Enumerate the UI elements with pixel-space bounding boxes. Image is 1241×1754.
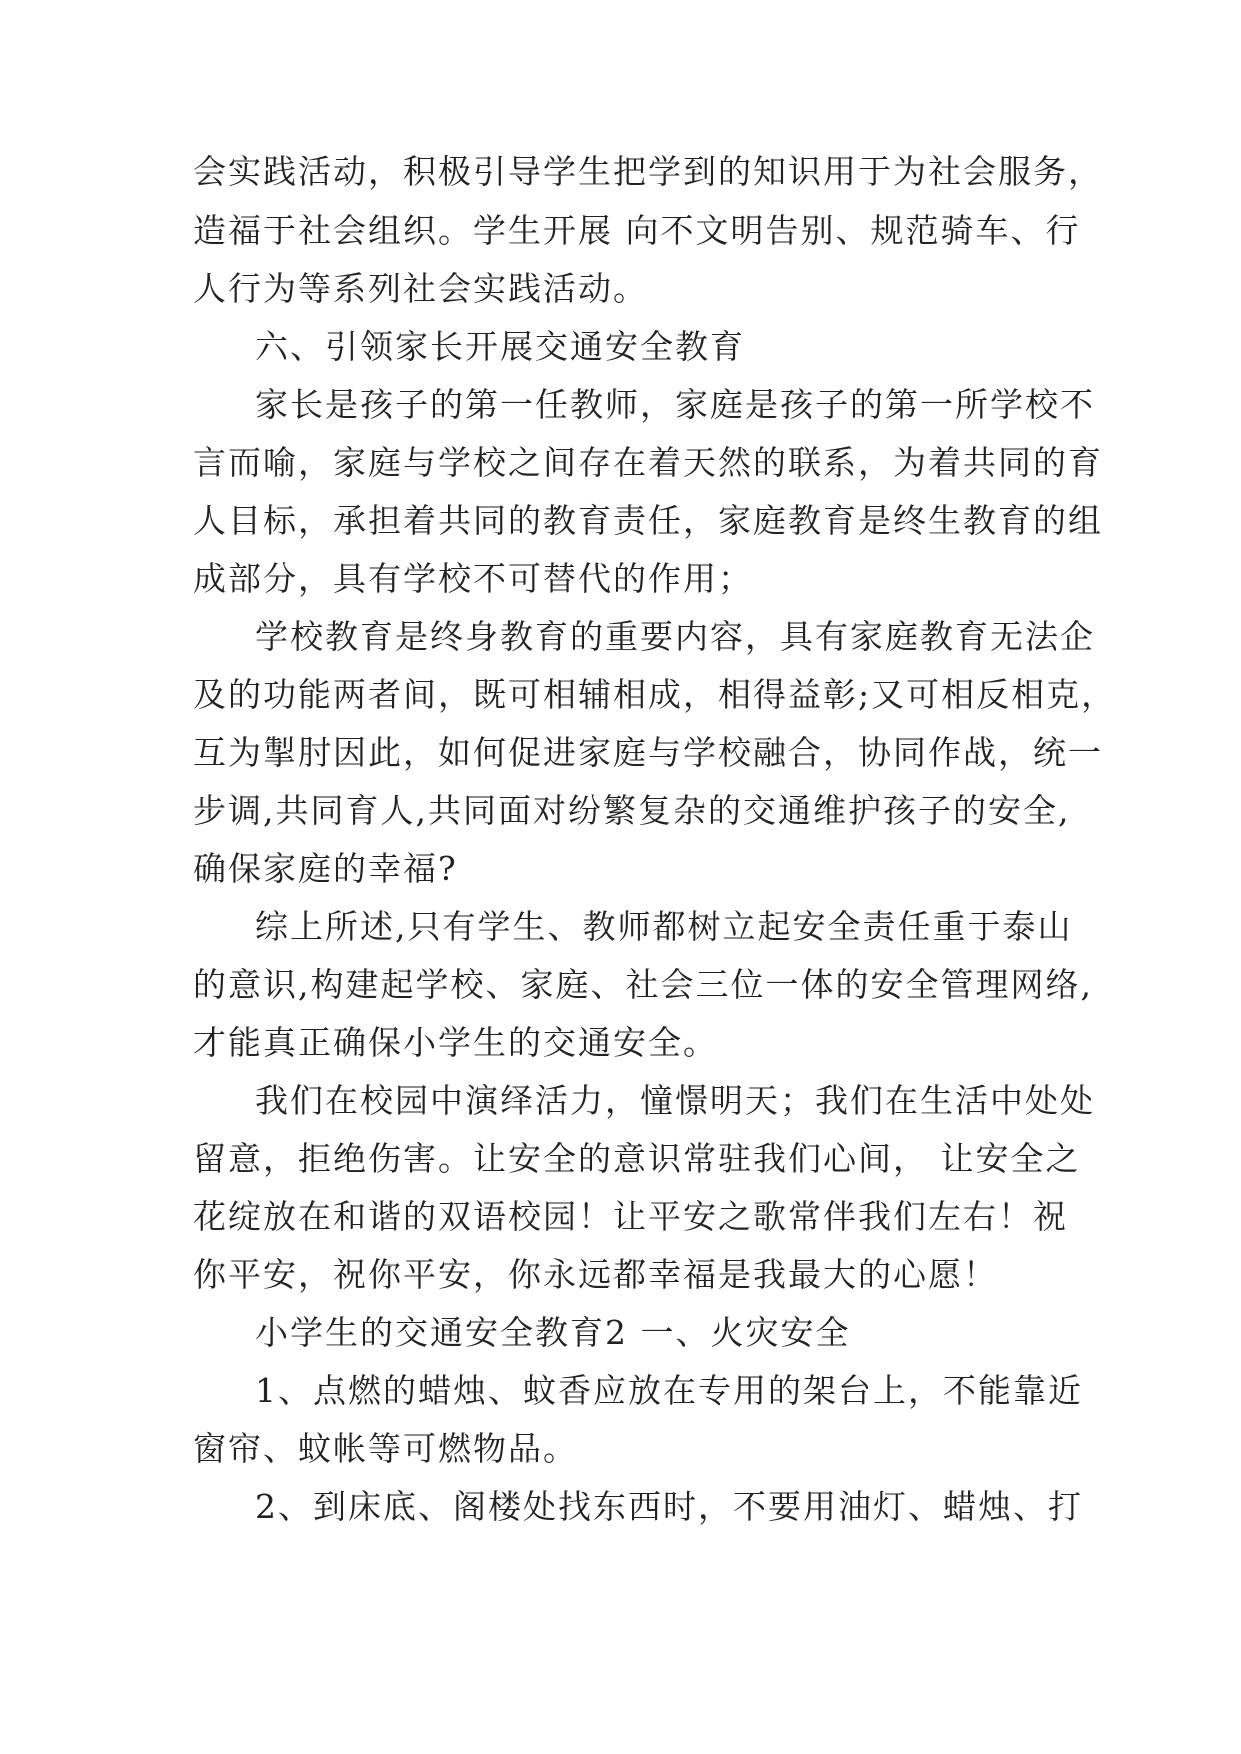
text-line: 人目标，承担着共同的教育责任，家庭教育是终生教育的组 bbox=[193, 501, 1103, 540]
text-line: 家长是孩子的第一任教师，家庭是孩子的第一所学校不 bbox=[255, 385, 1095, 424]
text-line: 花绽放在和谐的双语校园！让平安之歌常伴我们左右！祝 bbox=[193, 1197, 1068, 1236]
text-line: 才能真正确保小学生的交通安全。 bbox=[193, 1023, 718, 1062]
text-line: 学校教育是终身教育的重要内容，具有家庭教育无法企 bbox=[255, 617, 1095, 656]
text-line: 综上所述,只有学生、教师都树立起安全责任重于泰山 bbox=[255, 907, 1073, 946]
text-line: 我们在校园中演绎活力，憧憬明天；我们在生活中处处 bbox=[255, 1081, 1095, 1120]
text-line: 窗帘、蚊帐等可燃物品。 bbox=[193, 1429, 578, 1468]
text-line: 及的功能两者间，既可相辅相成，相得益彰;又可相反相克， bbox=[193, 675, 1117, 714]
text-line: 你平安，祝你平安，你永远都幸福是我最大的心愿！ bbox=[193, 1255, 998, 1294]
text-line: 确保家庭的幸福? bbox=[193, 849, 458, 888]
text-line: 1、点燃的蜡烛、蚊香应放在专用的架台上，不能靠近 bbox=[255, 1371, 1083, 1410]
section-heading: 六、引领家长开展交通安全教育 bbox=[255, 327, 745, 366]
text-line: 留意，拒绝伤害。让安全的意识常驻我们心间， 让安全之 bbox=[193, 1139, 1081, 1178]
text-line: 的意识,构建起学校、家庭、社会三位一体的安全管理网络, bbox=[193, 965, 1093, 1004]
text-line: 互为掣肘因此，如何促进家庭与学校融合，协同作战，统一 bbox=[193, 733, 1103, 772]
section-heading: 小学生的交通安全教育2 一、火灾安全 bbox=[255, 1313, 851, 1352]
text-line: 造福于社会组织。学生开展 向不文明告别、规范骑车、行 bbox=[193, 211, 1081, 250]
text-line: 人行为等系列社会实践活动。 bbox=[193, 269, 648, 308]
text-line: 成部分，具有学校不可替代的作用； bbox=[193, 559, 753, 598]
text-line: 步调,共同育人,共同面对纷繁复杂的交通维护孩子的安全, bbox=[193, 791, 1071, 830]
text-line: 2、到床底、阁楼处找东西时，不要用油灯、蜡烛、打 bbox=[255, 1487, 1083, 1526]
text-line: 言而喻，家庭与学校之间存在着天然的联系，为着共同的育 bbox=[193, 443, 1103, 482]
text-line: 会实践活动，积极引导学生把学到的知识用于为社会服务， bbox=[193, 152, 1103, 191]
